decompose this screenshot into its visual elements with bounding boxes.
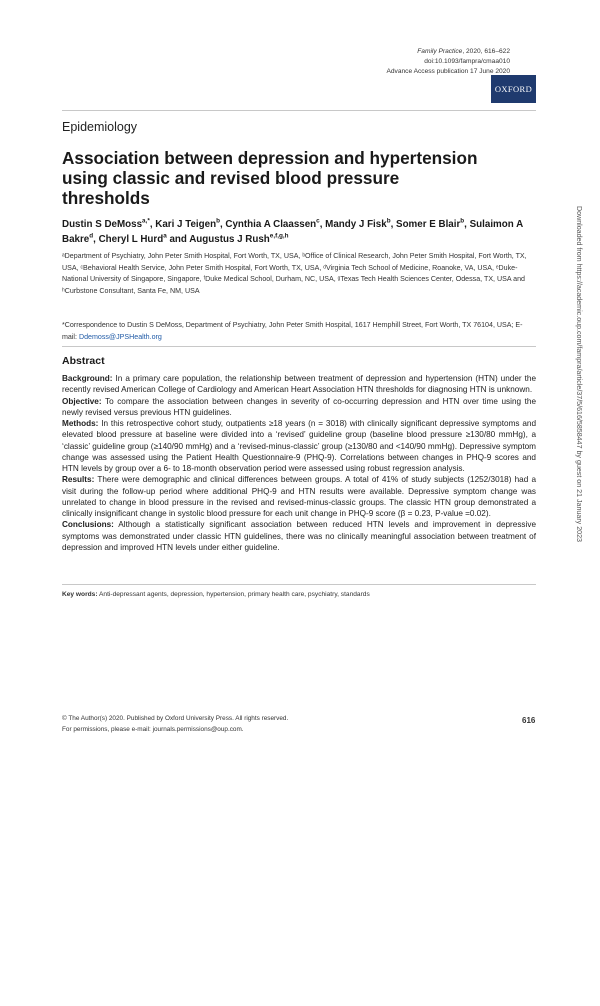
author-affiliation-marker: a,*	[142, 217, 150, 225]
author-affiliation-marker: b	[386, 217, 391, 225]
author-separator: ,	[464, 219, 470, 230]
author-separator: ,	[93, 234, 99, 245]
author-separator: ,	[319, 219, 326, 230]
abstract-heading: Abstract	[62, 355, 105, 367]
correspondence-text: *Correspondence to Dustin S DeMoss, Department of Psychiatry, John Peter Smith Hospital, 1617 Hemphill Street, Fort Worth, TX 76104, USA; E-mail:	[62, 321, 523, 341]
keywords-divider	[62, 584, 536, 585]
author-affiliation-marker: b	[460, 217, 465, 225]
section-label: Epidemiology	[62, 120, 138, 134]
oxford-logo-text: OXFORD	[494, 84, 533, 94]
author-name: Somer E Blair	[396, 219, 461, 230]
author-separator: ,	[219, 219, 226, 230]
author-name: Augustus J Rush	[189, 234, 270, 245]
author-name: Kari J Teigen	[155, 219, 217, 230]
footer-copyright	[62, 713, 288, 735]
copyright-text: © The Author(s) 2020. Published by Oxford University Press. All rights reserved.	[62, 715, 289, 722]
header-divider	[62, 110, 536, 111]
correspondence-email[interactable]: Ddemoss@JPSHealth.org	[78, 332, 162, 341]
journal-name: Family Practice	[417, 48, 463, 55]
download-note: Downloaded from https://academic.oup.com/fampra/article/37/5/616/5858447 by guest on 21 January 2023	[575, 206, 583, 542]
keywords	[62, 591, 536, 598]
author-separator: and	[166, 234, 190, 245]
correspondence	[62, 320, 536, 343]
author-name: Mandy J Fisk	[325, 219, 387, 230]
oxford-logo	[491, 75, 536, 103]
keywords-text: Anti-depressant agents, depression, hypertension, primary health care, psychiatry, standards	[97, 591, 370, 598]
abstract-divider	[62, 346, 536, 347]
journal-header	[386, 47, 510, 77]
author-affiliation-marker: c	[316, 217, 320, 225]
advance-access: Advance Access publication 17 June 2020	[386, 68, 510, 75]
author-separator: ,	[390, 219, 397, 230]
author-affiliation-marker: b	[216, 217, 220, 225]
abstract-conclusions: Conclusions: Although a statistically significant association between reduced HTN levels and improvement in depressive symptoms was demonstrated under classic HTN guidelines, there was no clinically meaningful association between treatment of depression and improved HTN levels under either guideline.	[62, 520, 536, 552]
author-affiliation-marker: e,f,g,h	[269, 232, 289, 240]
abstract-background: Background: In a primary care population, the relationship between treatment of depression and hypertension (HTN) under the recently revised American College of Cardiology and American Heart Association HTN thresholds for diagnosing HTN is unknown.	[62, 374, 536, 395]
abstract-objective: Objective: To compare the association between changes in severity of co-occurring depression and HTN over time using the newly revised versus previous HTN guidelines.	[62, 396, 536, 417]
affiliations: ᵃDepartment of Psychiatry, John Peter Smith Hospital, Fort Worth, TX, USA, ᵇOffice of Clinical Research, John Peter Smith Hospital, Fort Worth, TX, USA, ᶜBehavioral Health Service, John Peter Smith Hospital, Fort Worth, TX, USA, ᵈVirginia Tech School of Medicine, Roanoke, VA, USA, ᵉDuke-National University of Singapore, Singapore, ᶠDuke Medical School, Durham, NC, USA, ᵍTexas Tech Health Sciences Center, Odessa, TX, USA and ʰCurbstone Consultant, Santa Fe, NM, USA	[62, 252, 527, 295]
author-affiliation-marker: a	[163, 232, 167, 240]
author-affiliation-marker: d	[89, 232, 94, 240]
keywords-label: Key words:	[62, 591, 98, 598]
author-name: Cynthia A Claassen	[225, 219, 317, 230]
journal-volume: , 2020, 616–622	[462, 48, 510, 55]
permissions-text: For permissions, please e-mail: journals.permissions@oup.com.	[62, 726, 244, 733]
abstract-methods: Methods: In this retrospective cohort study, outpatients ≥18 years (n = 3018) with clinically significant depressive symptoms and elevated blood pressure at baseline were divided into a ‘revised’ guideline group (baseline blood pressure ≥130/80 mmHg), a ‘classic’ guideline group (≥140/90 mmHg) and a ‘revised-minus-classic’ group (≥130/80 and <140/90 mmHg). Depressive symptom change was assessed using the Patient Health Questionnaire-9 (PHQ-9). Correlations between changes in PHQ-9 scores and HTN levels by group over a 6- to 18-month observation period were assessed using robust regression analysis.	[62, 419, 536, 473]
doi[interactable]: doi:10.1093/fampra/cmaa010	[424, 58, 510, 65]
abstract-results: Results: There were demographic and clinical differences between groups. A total of 41% of study subjects (1252/3018) had a visit during the follow-up period where additional PHQ-9 and HTN results were available. Depressive symptom change was unrelated to change in blood pressure in the revised and revised-minus-classic groups. The classic HTN group demonstrated a clinically insignificant change in systolic blood pressure for each unit change in PHQ-9 score (β = 0.23, P-value =0.02).	[62, 475, 536, 518]
author-list	[62, 217, 536, 247]
author-separator: ,	[149, 219, 156, 230]
article-title: Association between depression and hypertension using classic and revised blood pressure thresholds	[62, 148, 478, 208]
author-name: Sulaimon A Bakre	[62, 219, 523, 245]
author-name: Cheryl L Hurd	[98, 234, 164, 245]
page-number: 616	[522, 716, 536, 725]
author-name: Dustin S DeMoss	[62, 219, 143, 230]
abstract-body	[62, 373, 536, 553]
